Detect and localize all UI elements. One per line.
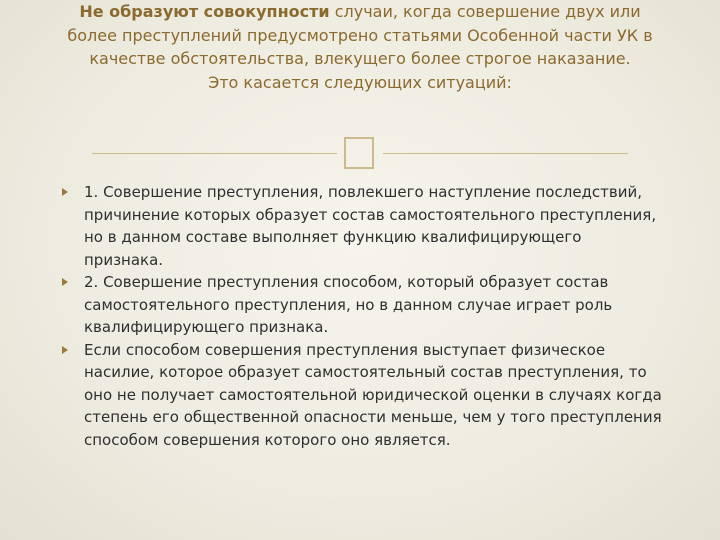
list-item: [62, 339, 662, 452]
square-ornament-icon: [344, 137, 374, 169]
bullet-text: Если способом совершения преступления выступает физическое насилие, которое образует самостоятельный состав преступления, то оно не получает самостоятельной юридической оценки в случаях когда степень его общественной опасности меньше, чем у того преступления способом совершения которого оно является.: [84, 340, 662, 449]
slide-title: [60, 0, 660, 94]
bullet-arrow-icon: [62, 346, 68, 354]
title-text: случаи, когда совершение двух или более преступлений предусмотрено статьями Особенной части УК в качестве обстоятельства, влекущего более строгое наказание.: [67, 2, 653, 68]
bullet-text: 2. Совершение преступления способом, который образует состав самостоятельного преступления, но в данном случае играет роль квалифицирующего признака.: [84, 273, 613, 336]
list-item: [62, 181, 662, 271]
divider-left: [92, 153, 337, 154]
bullet-text: 1. Совершение преступления, повлекшего наступление последствий, причинение которых образует состав самостоятельного преступления, но в данном составе выполняет функцию квалифицирующего признака.: [84, 183, 657, 269]
bullet-list: [62, 181, 662, 451]
list-item: [62, 271, 662, 339]
divider-right: [383, 153, 628, 154]
bullet-arrow-icon: [62, 188, 68, 196]
title-subtitle: Это касается следующих ситуаций:: [208, 72, 512, 92]
bullet-arrow-icon: [62, 278, 68, 286]
title-bold: Не образуют совокупности: [79, 2, 330, 21]
